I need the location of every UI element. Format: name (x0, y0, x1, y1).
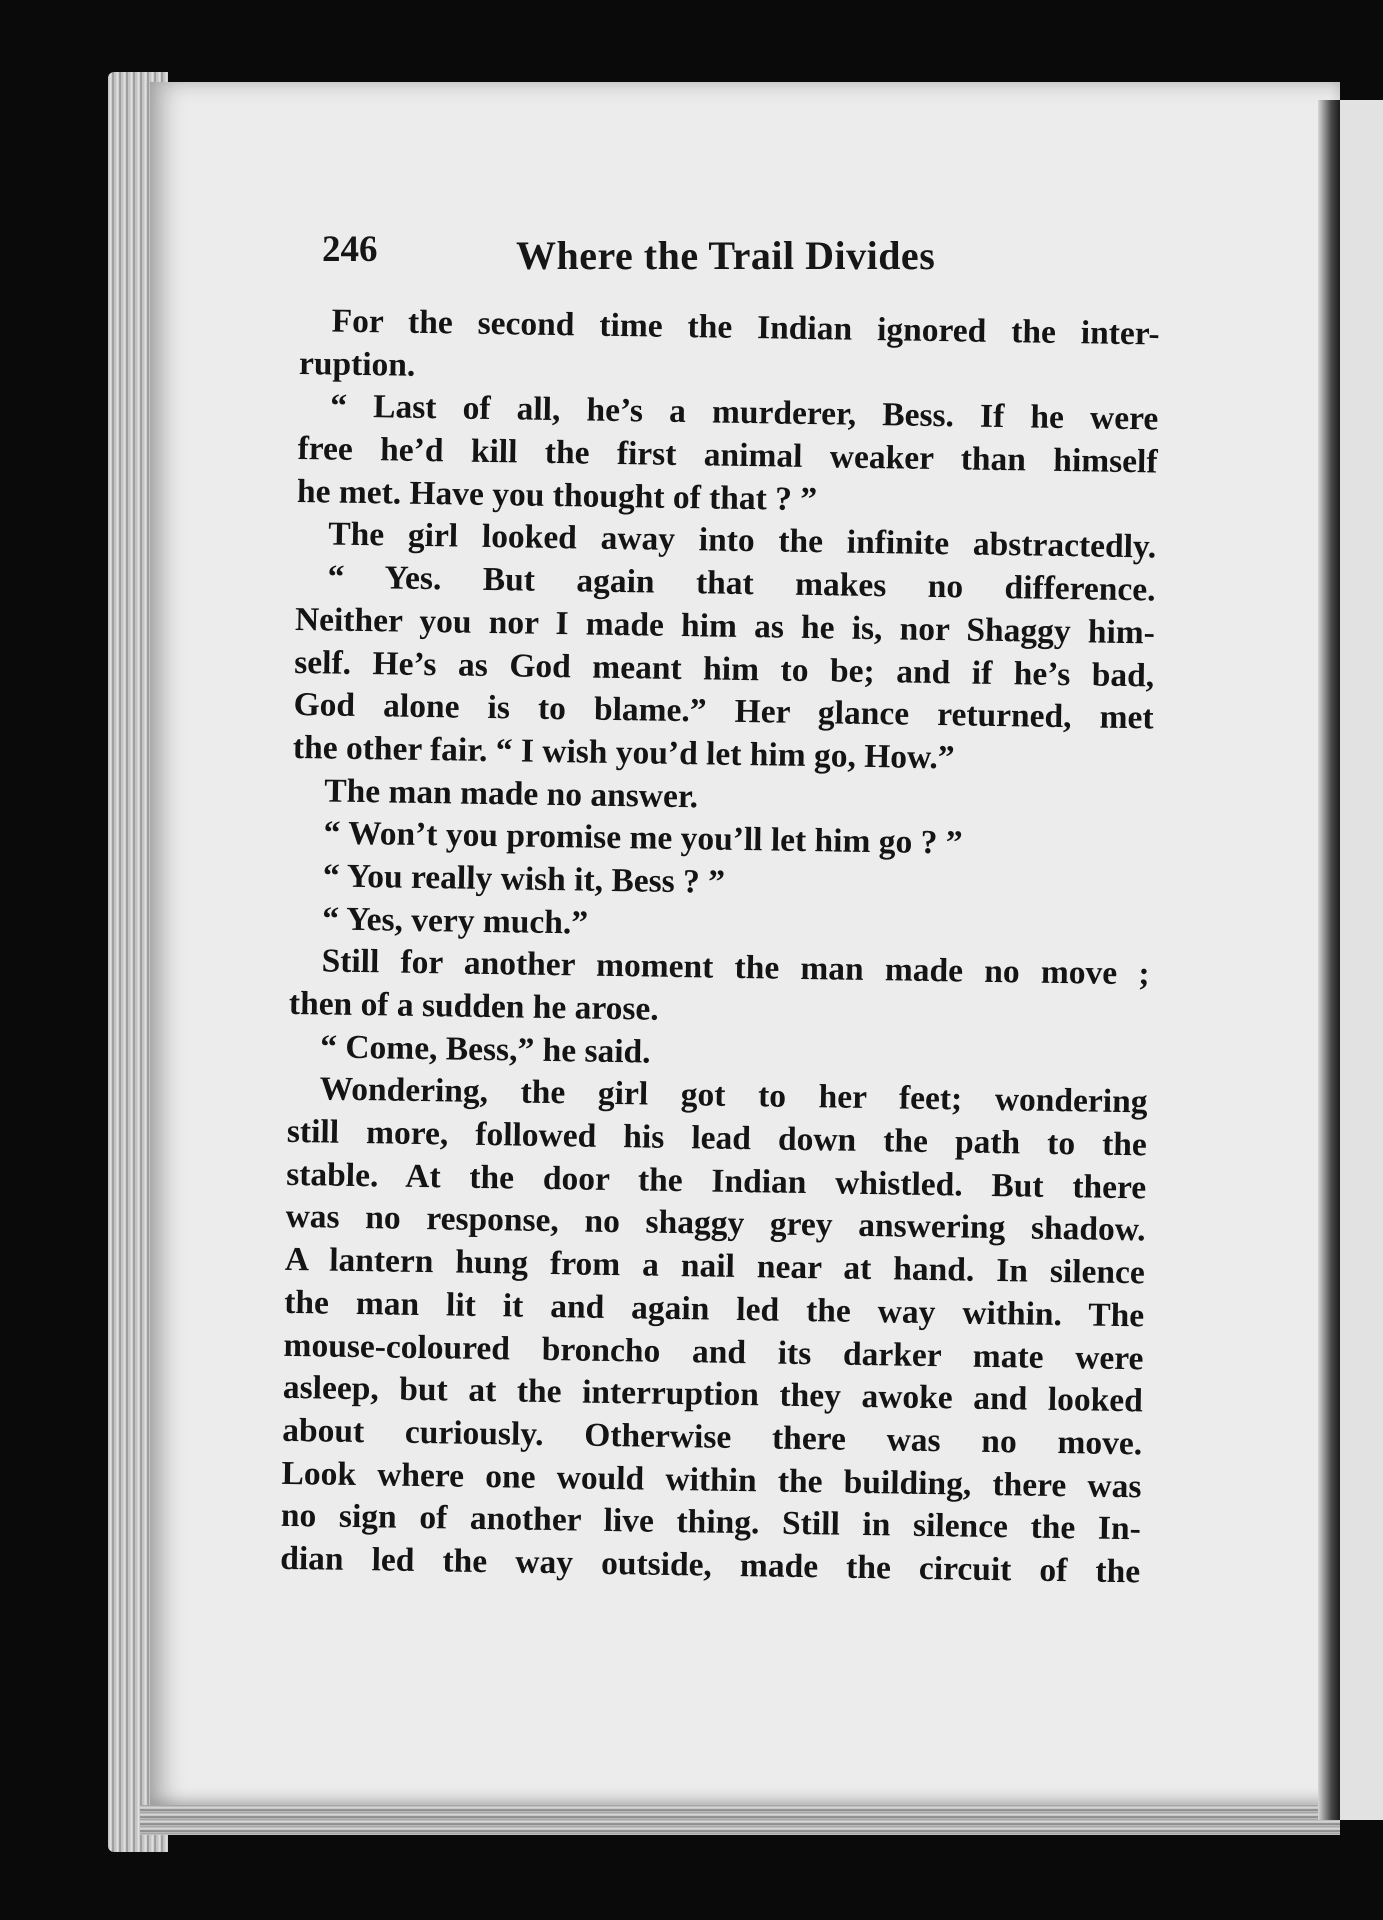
text-line: ruption. (298, 344, 416, 384)
text-line: Look where one would within the building, there was (281, 1454, 1142, 1505)
running-header (322, 228, 1202, 288)
text-line: The man made no answer. (324, 772, 699, 815)
text-line: about curiously. Otherwise there was no move. (281, 1411, 1143, 1463)
text-line: “ Come, Bess,” he said. (319, 1028, 651, 1071)
text-line: mouse-coloured broncho and its darker mate were (283, 1326, 1144, 1377)
text-line: For the second time the Indian ignored the inter- (331, 302, 1160, 353)
text-line: “ You really wish it, Bess ? ” (322, 857, 726, 901)
book-gutter (1318, 100, 1340, 1820)
text-line: was no response, no shaggy grey answering shadow. (285, 1198, 1146, 1249)
text-line: A lantern hung from a nail near at hand. In silence (284, 1241, 1146, 1292)
page-number: 246 (322, 229, 378, 270)
text-line: “ Yes, very much.” (321, 900, 589, 942)
text-line: still more, followed his lead down the path to the (286, 1112, 1148, 1164)
text-line: free he’d kill the first animal weaker than himself (297, 430, 1158, 481)
text-line: Still for another moment the man made no move ; (321, 942, 1150, 993)
body-text (280, 300, 1160, 1594)
text-line: “ Yes. But again that makes no difference. (327, 558, 1156, 609)
text-line: Neither you nor I made him as he is, nor Shaggy him- (294, 600, 1156, 652)
text-line: “ Last of all, he’s a murderer, Bess. If he were (330, 387, 1159, 438)
book-bottom-edges (140, 1805, 1340, 1835)
running-title: Where the Trail Divides (516, 233, 936, 278)
text-line: The girl looked away into the infinite abstractedly. (328, 515, 1157, 566)
text-line: stable. At the door the Indian whistled. But there (285, 1155, 1147, 1207)
text-line: God alone is to blame.” Her glance returned, met (293, 686, 1154, 737)
text-line: then of a sudden he arose. (288, 984, 659, 1028)
facing-page-sliver (1340, 100, 1383, 1820)
text-line: “ Won’t you promise me you’ll let him go ? ” (323, 814, 963, 862)
text-line: no sign of another live thing. Still in silence the In- (280, 1497, 1142, 1548)
text-line: the other fair. “ I wish you’d let him go, How.” (292, 728, 955, 777)
text-line: asleep, but at the interruption they awoke and looked (282, 1369, 1144, 1420)
text-line: he met. Have you thought of that ? ” (296, 472, 818, 518)
text-line: dian led the way outside, made the circuit of the (279, 1539, 1141, 1591)
text-line: Wondering, the girl got to her feet; wondering (319, 1070, 1148, 1121)
text-line: the man lit it and again led the way within. The (283, 1283, 1145, 1335)
text-line: self. He’s as God meant him to be; and if he’s bad, (294, 643, 1155, 694)
